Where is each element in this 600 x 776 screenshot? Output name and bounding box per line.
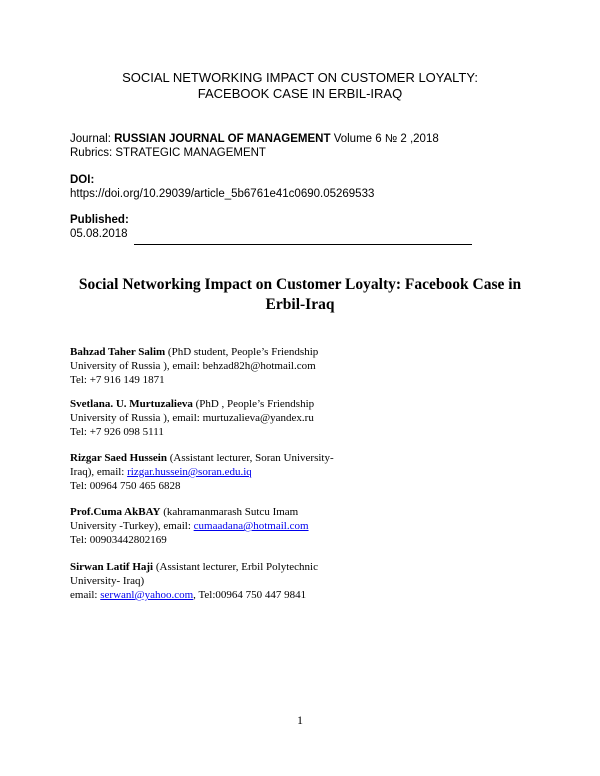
author-name: Bahzad Taher Salim	[70, 346, 166, 358]
author-affiliation-line-2: University of Russia ), email: murtuzalieva@yandex.ru	[70, 412, 314, 424]
author-email-link[interactable]: cumaadana@hotmail.com	[193, 520, 309, 532]
author-affiliation-line-2: University- Iraq)	[70, 575, 145, 587]
author-tel: , Tel:00964 750 447 9841	[193, 589, 307, 601]
author-block	[70, 451, 370, 493]
author-affiliation: (Assistant lecturer, Erbil Polytechnic	[153, 561, 318, 573]
author-block	[70, 560, 370, 602]
author-email-link[interactable]: rizgar.hussein@soran.edu.iq	[127, 466, 252, 478]
header-title	[0, 70, 600, 102]
author-name: Rizgar Saed Hussein	[70, 452, 167, 464]
published-label: Published:	[70, 214, 129, 226]
author-name: Svetlana. U. Murtuzalieva	[70, 398, 193, 410]
rubrics-line: Rubrics: STRATEGIC MANAGEMENT	[70, 147, 266, 159]
published-block	[70, 213, 129, 241]
article-title-line-1: Social Networking Impact on Customer Loyalty: Facebook Case in	[78, 276, 522, 293]
doi-value[interactable]: https://doi.org/10.29039/article_5b6761e41c0690.05269533	[70, 188, 375, 200]
author-email-link[interactable]: serwanl@yahoo.com	[100, 589, 194, 601]
author-email-prefix: email:	[70, 589, 101, 601]
page-number: 1	[297, 713, 303, 727]
journal-label: Journal:	[70, 133, 115, 145]
doi-block	[70, 173, 374, 201]
doi-label: DOI:	[70, 174, 95, 186]
author-name: Sirwan Latif Haji	[70, 561, 154, 573]
article-title	[60, 275, 540, 315]
journal-issue: Volume 6 № 2 ,2018	[330, 133, 439, 145]
author-block	[70, 505, 370, 547]
author-affiliation-line-2: University -Turkey), email:	[70, 520, 194, 532]
journal-line	[70, 132, 439, 146]
author-block	[70, 397, 370, 439]
author-affiliation-line-2: Iraq), email:	[70, 466, 128, 478]
author-affiliation: (PhD student, People’s Friendship	[165, 346, 319, 358]
author-name: Prof.Cuma AkBAY	[70, 506, 161, 518]
author-affiliation: (kahramanmarash Sutcu Imam	[160, 506, 299, 518]
author-affiliation: (Assistant lecturer, Soran University-	[166, 452, 334, 464]
author-affiliation: (PhD , People’s Friendship	[192, 398, 315, 410]
author-tel: Tel: 00964 750 465 6828	[70, 480, 181, 492]
article-title-line-2: Erbil-Iraq	[265, 296, 335, 313]
author-tel: Tel: 00903442802169	[70, 534, 167, 546]
author-block	[70, 345, 370, 387]
journal-name: RUSSIAN JOURNAL OF MANAGEMENT	[114, 133, 331, 145]
header-title-line-2: FACEBOOK CASE IN ERBIL-IRAQ	[197, 86, 403, 101]
published-date: 05.08.2018	[70, 228, 128, 240]
author-tel: Tel: +7 916 149 1871	[70, 374, 165, 386]
author-affiliation-line-2: University of Russia ), email: behzad82h@hotmail.com	[70, 360, 316, 372]
author-tel: Tel: +7 926 098 5111	[70, 426, 164, 438]
header-title-line-1: SOCIAL NETWORKING IMPACT ON CUSTOMER LOYALTY:	[122, 70, 478, 85]
separator-rule	[134, 244, 472, 245]
